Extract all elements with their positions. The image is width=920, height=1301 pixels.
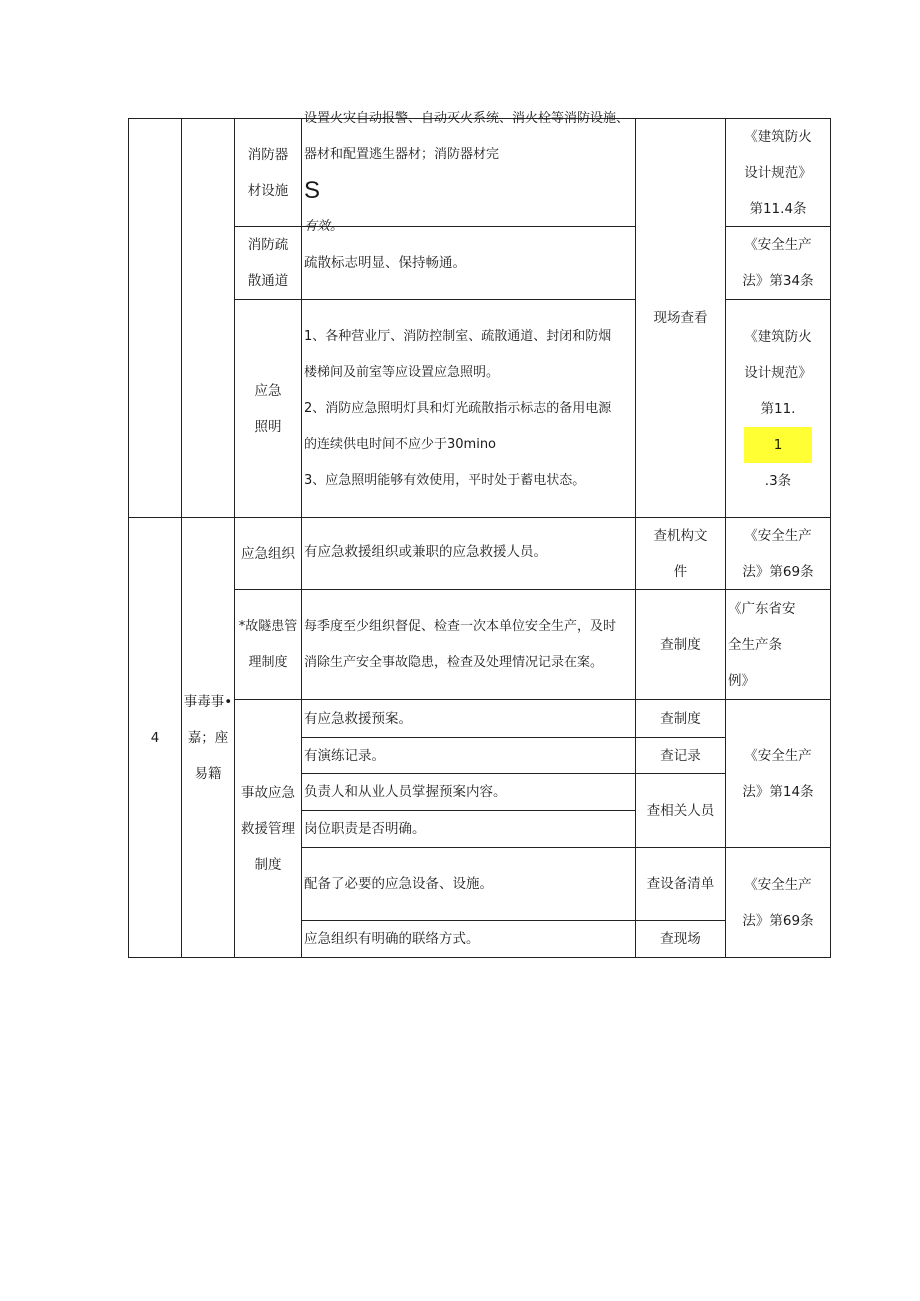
requirement-text: 有演练记录。 [304, 747, 385, 764]
requirement-text: 1、各种营业厅、消防控制室、疏散通道、封闭和防烟 楼梯间及前室等应设置应急照明。 2、消防应急照明灯具和灯光疏散指示标志的备用电源 的连续供电时间不应少于30mino 3、应急照明能够有效使用，平时处于蓄电状态。 [304, 328, 612, 488]
item-label: 应急组织 [241, 545, 295, 562]
section-number-cell [129, 518, 181, 957]
requirement-text: 疏散标志明显、保持畅通。 [304, 255, 466, 271]
basis-text: 《建筑防火 设计规范》 第11.4条 [744, 128, 812, 217]
basis-cell [726, 119, 830, 226]
method-cell [636, 119, 725, 517]
requirement-text: 负责人和从业人员掌握预案内容。 [304, 784, 507, 800]
requirement-cell [302, 848, 635, 920]
basis-text: 《建筑防火 设计规范》 第11. 1 .3条 [744, 328, 812, 489]
category-cell [182, 518, 234, 957]
item-cell [235, 119, 301, 226]
requirement-text: 设置火灾自动报警、自动灭火系统、消火栓等消防设施、 器材和配置逃生器材；消防器材完 S 有效。 [304, 110, 630, 234]
method-cell [636, 738, 725, 773]
method-cell [636, 590, 725, 699]
method-text: 现场查看 [653, 310, 708, 326]
requirement-text: 配备了必要的应急设备、设施。 [304, 876, 493, 892]
item-cell [235, 700, 301, 957]
basis-text: 《安全生产 法》第69条 [742, 527, 814, 580]
method-text: 查设备清单 [646, 876, 715, 892]
requirement-cell [302, 227, 635, 299]
method-text: 查机构文 件 [653, 527, 708, 580]
method-cell [636, 700, 725, 737]
method-cell [636, 774, 725, 847]
item-label: 应急 照明 [254, 382, 282, 435]
requirement-cell [302, 811, 635, 847]
basis-cell [726, 300, 830, 517]
basis-text: 《安全生产 法》第69条 [742, 876, 814, 929]
basis-cell [726, 700, 830, 847]
basis-cell [726, 227, 830, 299]
requirement-cell [302, 921, 635, 957]
method-cell [636, 848, 725, 920]
method-text: 查相关人员 [646, 802, 715, 819]
item-label: 消防器 材设施 [247, 146, 289, 199]
requirement-text: 每季度至少组织督促、检查一次本单位安全生产，及时 消除生产安全事故隐患，检查及处理情况记录在案。 [304, 618, 617, 670]
table-border-right [830, 118, 831, 958]
item-cell [235, 300, 301, 517]
requirement-cell [302, 300, 635, 517]
category-label: 事毒事• 嘉；座 易籍 [183, 693, 233, 782]
item-label: 事故应急 救援管理 制度 [241, 784, 295, 873]
item-label: 消防疏 散通道 [247, 237, 289, 289]
requirement-cell [302, 738, 635, 773]
method-cell [636, 921, 725, 957]
method-text: 查记录 [660, 747, 701, 764]
basis-text: 《广东省安 全生产条 例》 [728, 600, 796, 689]
requirement-cell [302, 700, 635, 737]
highlight-mark: 1 [744, 427, 812, 463]
basis-cell [726, 590, 830, 699]
method-cell [636, 518, 725, 589]
requirement-cell [302, 110, 635, 234]
basis-cell [726, 848, 830, 957]
requirement-cell [302, 774, 635, 810]
method-text: 查现场 [660, 931, 701, 947]
requirement-text: 有应急救援组织或兼职的应急救援人员。 [304, 544, 547, 560]
requirement-text: 岗位职责是否明确。 [304, 821, 426, 837]
item-label: *故隧患管 理制度 [238, 618, 298, 670]
method-text: 查制度 [660, 636, 701, 653]
method-text: 查制度 [660, 710, 701, 727]
requirement-cell [302, 590, 635, 699]
requirement-text: 应急组织有明确的联络方式。 [304, 931, 480, 947]
item-cell [235, 590, 301, 699]
requirement-cell [302, 518, 635, 589]
item-cell [235, 227, 301, 299]
basis-text: 《安全生产 法》第14条 [742, 747, 814, 800]
section-number: 4 [150, 729, 160, 746]
basis-cell [726, 518, 830, 589]
basis-text: 《安全生产 法》第34条 [742, 237, 814, 289]
item-cell [235, 518, 301, 589]
requirement-text: 有应急救援预案。 [304, 710, 412, 727]
